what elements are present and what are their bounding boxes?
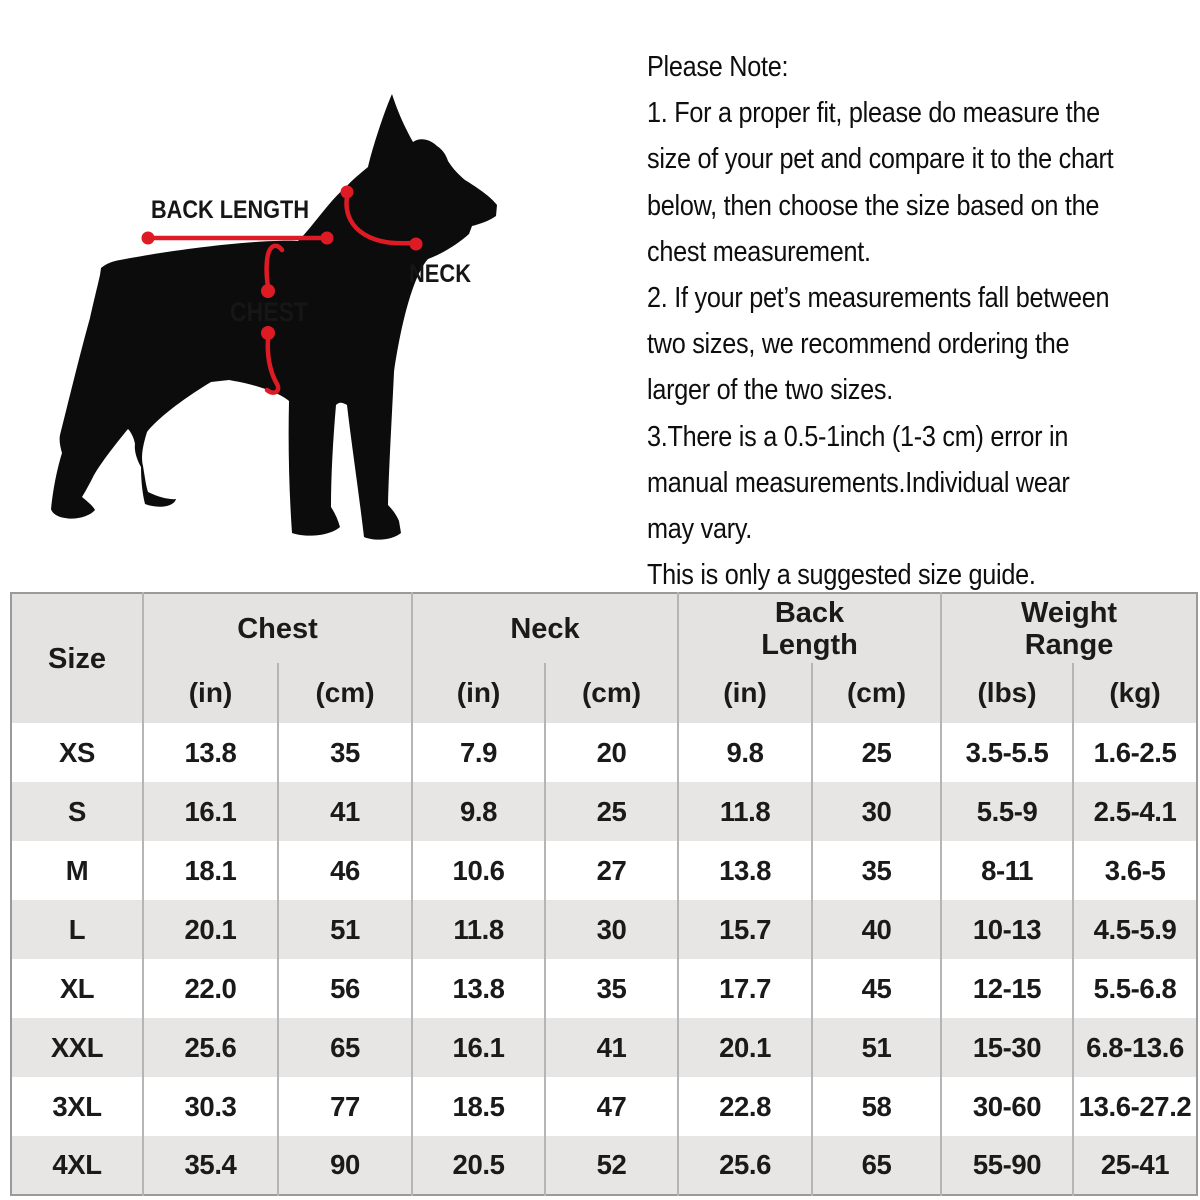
value-cell: 25.6 <box>143 1018 278 1077</box>
note-line: 2. If your pet’s measurements fall between <box>647 282 1110 315</box>
dog-measurement-diagram <box>0 0 620 590</box>
size-row-xl <box>11 959 1197 1018</box>
size-row-3xl <box>11 1077 1197 1136</box>
chest-dot-top <box>261 284 275 298</box>
note-line: manual measurements.Individual wear <box>647 466 1070 499</box>
column-header-weight-range <box>941 593 1197 663</box>
value-cell: 15-30 <box>941 1018 1073 1077</box>
value-cell: 51 <box>812 1018 941 1077</box>
value-cell: 7.9 <box>412 723 545 782</box>
value-cell: 12-15 <box>941 959 1073 1018</box>
value-cell: 10.6 <box>412 841 545 900</box>
value-cell: 18.1 <box>143 841 278 900</box>
value-cell: 6.8-13.6 <box>1073 1018 1197 1077</box>
value-cell: 46 <box>278 841 412 900</box>
column-header-weight-range-label: Weight Range <box>1020 596 1118 661</box>
size-label: 4XL <box>11 1136 143 1195</box>
value-cell: 20 <box>545 723 678 782</box>
dog-diagram-svg <box>0 0 620 590</box>
value-cell: 20.5 <box>412 1136 545 1195</box>
column-header-back-length-label: Back Length <box>761 596 858 661</box>
value-cell: 9.8 <box>678 723 812 782</box>
value-cell: 30-60 <box>941 1077 1073 1136</box>
value-cell: 35 <box>278 723 412 782</box>
value-cell: 77 <box>278 1077 412 1136</box>
unit-header-chest-cm: (cm) <box>278 663 412 723</box>
column-header-neck <box>412 593 678 663</box>
value-cell: 2.5-4.1 <box>1073 782 1197 841</box>
size-label: M <box>11 841 143 900</box>
size-row-l <box>11 900 1197 959</box>
back-length-label: BACK LENGTH <box>151 196 309 224</box>
value-cell: 58 <box>812 1077 941 1136</box>
value-cell: 3.6-5 <box>1073 841 1197 900</box>
note-line: 3.There is a 0.5-1inch (1-3 cm) error in <box>647 420 1069 453</box>
value-cell: 30 <box>812 782 941 841</box>
unit-header-weight-lbs: (lbs) <box>941 663 1073 723</box>
note-line: larger of the two sizes. <box>647 374 893 407</box>
value-cell: 25.6 <box>678 1136 812 1195</box>
value-cell: 27 <box>545 841 678 900</box>
value-cell: 16.1 <box>412 1018 545 1077</box>
value-cell: 13.8 <box>678 841 812 900</box>
size-chart-table <box>10 592 1198 1196</box>
chest-label: CHEST <box>230 297 309 327</box>
value-cell: 30 <box>545 900 678 959</box>
unit-header-back-length-in: (in) <box>678 663 812 723</box>
value-cell: 8-11 <box>941 841 1073 900</box>
note-line: This is only a suggested size guide. <box>647 559 1036 592</box>
column-header-neck-label: Neck <box>510 612 580 645</box>
value-cell: 25 <box>812 723 941 782</box>
note-line: Please Note: <box>647 51 789 83</box>
value-cell: 10-13 <box>941 900 1073 959</box>
back-length-dot-left <box>142 232 155 245</box>
table-header-groups <box>11 593 1197 663</box>
value-cell: 35 <box>545 959 678 1018</box>
neck-label: NECK <box>409 260 471 288</box>
value-cell: 13.8 <box>412 959 545 1018</box>
value-cell: 13.8 <box>143 723 278 782</box>
value-cell: 15.7 <box>678 900 812 959</box>
unit-header-neck-cm: (cm) <box>545 663 678 723</box>
column-header-size: Size <box>11 593 143 723</box>
neck-dot-bottom <box>410 238 423 251</box>
value-cell: 45 <box>812 959 941 1018</box>
column-header-chest-label: Chest <box>237 612 318 645</box>
value-cell: 30.3 <box>143 1077 278 1136</box>
value-cell: 3.5-5.5 <box>941 723 1073 782</box>
value-cell: 35 <box>812 841 941 900</box>
size-row-4xl <box>11 1136 1197 1195</box>
unit-header-weight-kg: (kg) <box>1073 663 1197 723</box>
note-block <box>647 44 1143 598</box>
value-cell: 41 <box>545 1018 678 1077</box>
chest-dot-bottom <box>261 326 275 340</box>
column-header-back-length <box>678 593 941 663</box>
value-cell: 16.1 <box>143 782 278 841</box>
size-row-xxl <box>11 1018 1197 1077</box>
neck-dot-top <box>341 186 354 199</box>
size-label: XL <box>11 959 143 1018</box>
size-label: XS <box>11 723 143 782</box>
value-cell: 40 <box>812 900 941 959</box>
value-cell: 5.5-9 <box>941 782 1073 841</box>
size-label: 3XL <box>11 1077 143 1136</box>
value-cell: 25 <box>545 782 678 841</box>
value-cell: 5.5-6.8 <box>1073 959 1197 1018</box>
unit-header-neck-in: (in) <box>412 663 545 723</box>
note-line: chest measurement. <box>647 235 871 268</box>
value-cell: 22.8 <box>678 1077 812 1136</box>
value-cell: 65 <box>812 1136 941 1195</box>
value-cell: 41 <box>278 782 412 841</box>
value-cell: 11.8 <box>678 782 812 841</box>
value-cell: 9.8 <box>412 782 545 841</box>
value-cell: 25-41 <box>1073 1136 1197 1195</box>
unit-header-chest-in: (in) <box>143 663 278 723</box>
size-label: S <box>11 782 143 841</box>
note-line: below, then choose the size based on the <box>647 189 1100 222</box>
value-cell: 55-90 <box>941 1136 1073 1195</box>
value-cell: 90 <box>278 1136 412 1195</box>
value-cell: 56 <box>278 959 412 1018</box>
value-cell: 51 <box>278 900 412 959</box>
table-header-units <box>11 663 1197 723</box>
value-cell: 13.6-27.2 <box>1073 1077 1197 1136</box>
back-length-dot-right <box>321 232 334 245</box>
size-row-m <box>11 841 1197 900</box>
value-cell: 47 <box>545 1077 678 1136</box>
value-cell: 11.8 <box>412 900 545 959</box>
value-cell: 20.1 <box>143 900 278 959</box>
note-line: two sizes, we recommend ordering the <box>647 328 1070 361</box>
value-cell: 1.6-2.5 <box>1073 723 1197 782</box>
size-row-s <box>11 782 1197 841</box>
note-line: 1. For a proper fit, please do measure the <box>647 97 1100 130</box>
size-row-xs <box>11 723 1197 782</box>
size-label: L <box>11 900 143 959</box>
value-cell: 22.0 <box>143 959 278 1018</box>
value-cell: 52 <box>545 1136 678 1195</box>
note-line: size of your pet and compare it to the chart <box>647 143 1114 176</box>
column-header-chest <box>143 593 412 663</box>
value-cell: 35.4 <box>143 1136 278 1195</box>
note-line: may vary. <box>647 513 753 546</box>
value-cell: 4.5-5.9 <box>1073 900 1197 959</box>
unit-header-back-length-cm: (cm) <box>812 663 941 723</box>
value-cell: 20.1 <box>678 1018 812 1077</box>
value-cell: 18.5 <box>412 1077 545 1136</box>
value-cell: 17.7 <box>678 959 812 1018</box>
size-label: XXL <box>11 1018 143 1077</box>
value-cell: 65 <box>278 1018 412 1077</box>
